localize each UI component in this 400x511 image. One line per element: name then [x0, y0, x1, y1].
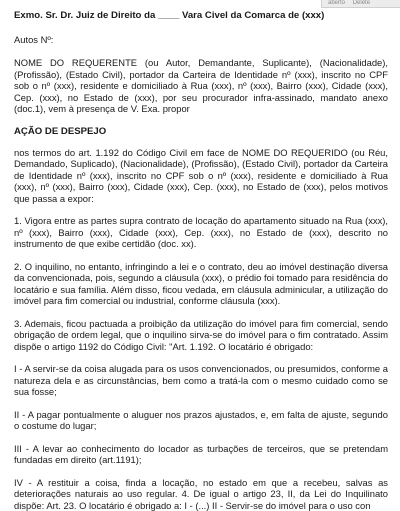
clause-iii: III - A levar ao conhecimento do locador as turbações de terceiros, que se pretendam fundadas em direito (art.1191); — [14, 443, 388, 466]
clause-iv: IV - A restituir a coisa, finda a locação, no estado em que a recebeu, salvas as deteriorações naturais ao uso regular. 4. De igual o artigo 23, II, da Lei do Inquilinato dispõe: Art. 23. O locatário é obrigado a: I - (...) II - Servir-se do imóvel para o uso con — [14, 477, 388, 511]
toolbar-label-delete[interactable]: Delete — [353, 0, 370, 6]
document-header: Exmo. Sr. Dr. Juiz de Direito da ____ Vara Civel da Comarca de (xxx) — [14, 10, 388, 22]
paragraph-item-1: 1. Vigora entre as partes supra contrato de locação do apartamento situado na Rua (xxx), nº (xxx), Bairro (xxx), Cidade (xxx), Cep. (xxx), no Estado de (xxx), descrito no instrumento de que exibe certidão (doc. xx). — [14, 215, 388, 250]
toolbar-fragment — [321, 0, 400, 8]
paragraph-item-3: 3. Ademais, ficou pactuada a proibição da utilização do imóvel para fim comercial, sendo obrigação de ordem legal, que o inquilino sirva-se do imóvel para o fim contratado. Assim dispõe o artigo 1192 do Código Civil: "Art. 1.192. O locatário é obrigado: — [14, 318, 388, 353]
paragraph-terms: nos termos do art. 1.192 do Código Civil em face de NOME DO REQUERIDO (ou Réu, Demandado, Suplicado), (Nacionalidade), (Profissão), (Estado Civil), portador da Carteira de Identidade nº (xxx), inscrito no CPF sob o nº (xxx), residente e domiciliado à Rua (xxx), nº (xxx), Bairro (xxx), Cidade (xxx), Cep. (xxx), no Estado de (xxx), pelos motivos que passa a expor: — [14, 147, 388, 205]
paragraph-item-2: 2. O inquilino, no entanto, infringindo a lei e o contrato, deu ao imóvel destinação diversa da convencionada, pois, segundo a cláusula (xxx), o prédio foi tomado para residência do locatário e sua família. Além disso, ficou vedada, em cláusula adminicular, a utilização do imóvel para fim comercial ou industrial, conforme cláusula (xxx). — [14, 261, 388, 307]
section-title: AÇÃO DE DESPEJO — [14, 126, 388, 138]
paragraph-intro: NOME DO REQUERENTE (ou Autor, Demandante, Suplicante), (Nacionalidade), (Profissão), (Estado Civil), portador da Carteira de Identidade nº (xxx), inscrito no CPF sob o nº (xxx), residente e domiciliado à Rua (xxx), nº (xxx), Bairro (xxx), Cidade (xxx), Cep. (xxx), no Estado de (xxx), por seu procurador infra-assinado, mandato anexo (doc.1), vem à presença de V. Exa. propor — [14, 57, 388, 115]
autos-number: Autos Nº: — [14, 34, 388, 46]
document-body — [14, 10, 388, 511]
toolbar-label-left[interactable]: aberto — [328, 0, 345, 6]
clause-ii: II - A pagar pontualmente o aluguer nos prazos ajustados, e, em falta de ajuste, segundo o costume do lugar; — [14, 409, 388, 432]
clause-i: I - A servir-se da coisa alugada para os usos convencionados, ou presumidos, conforme a natureza dela e as circunstâncias, bem como a tratá-la com o mesmo cuidado como se sua fosse; — [14, 363, 388, 398]
